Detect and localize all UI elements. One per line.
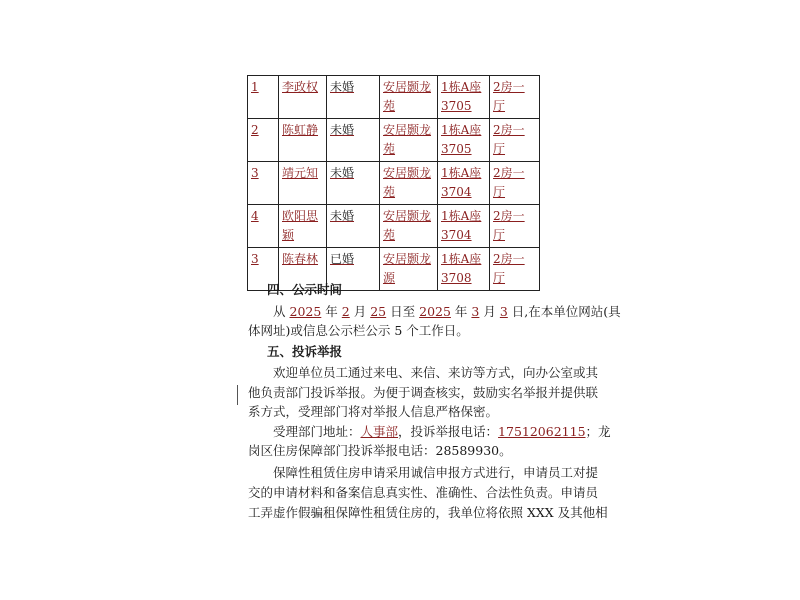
complaint-para-line3: 系方式，受理部门将对举报人信息严格保密。 (248, 404, 499, 419)
row-number: 2 (251, 123, 259, 137)
unit-type: 2房一厅 (493, 80, 525, 113)
row-number: 1 (251, 80, 259, 94)
community-name: 安居颢龙 (383, 252, 432, 266)
table-row (248, 76, 540, 119)
community-name-cont: 苑 (383, 142, 396, 156)
marital-status: 已婚 (330, 252, 355, 266)
complaint-phone: 17512062115 (498, 424, 586, 439)
table-row (248, 119, 540, 162)
building-unit: 1栋A座 (441, 123, 482, 137)
start-month: 2 (341, 304, 350, 319)
text-from: 从 (273, 304, 286, 319)
integrity-para-line1: 保障性租赁住房申请采用诚信申报方式进行，申请员工对提 (273, 465, 599, 480)
applicant-name-cont: 颖 (282, 228, 295, 242)
text-month: 月 (353, 304, 367, 319)
marital-status: 未婚 (330, 123, 355, 137)
building-unit: 1栋A座 (441, 166, 482, 180)
allocation-table (247, 75, 540, 291)
community-name: 安居颢龙 (383, 123, 432, 137)
end-month: 3 (471, 304, 480, 319)
complaint-para-line2: 他负责部门投诉举报。为便于调查核实，鼓励实名举报并提供联 (248, 385, 599, 400)
applicant-name: 陈虹静 (282, 123, 319, 137)
marital-status: 未婚 (330, 209, 355, 223)
applicant-name: 靖元知 (282, 166, 319, 180)
row-number: 4 (251, 209, 259, 223)
text-website: 日,在本单位网站(具 (511, 304, 621, 319)
section4-line2: 体网址)或信息公示栏公示 5 个工作日。 (248, 323, 469, 338)
room-number: 3705 (441, 99, 472, 113)
unit-type: 2房一厅 (493, 166, 525, 199)
text-month: 月 (483, 304, 496, 319)
phone-label: ，投诉举报电话： (398, 424, 499, 439)
room-number: 3704 (441, 228, 472, 242)
text-day-to: 日至 (390, 304, 416, 319)
section5-heading: 五、投诉举报 (267, 344, 343, 359)
end-day: 3 (499, 304, 508, 319)
text-year: 年 (454, 304, 468, 319)
section4-heading: 四、公示时间 (267, 282, 343, 297)
section4-line1 (273, 302, 621, 320)
room-number: 3708 (441, 271, 472, 285)
community-name: 安居颢龙 (383, 166, 432, 180)
end-year: 2025 (419, 304, 451, 319)
community-name-cont: 苑 (383, 99, 396, 113)
room-number: 3704 (441, 185, 472, 199)
text-suffix: ；龙 (585, 424, 611, 439)
applicant-name: 欧阳思 (282, 209, 319, 223)
community-name-cont: 苑 (383, 228, 396, 242)
room-number: 3705 (441, 142, 472, 156)
community-name: 安居颢龙 (383, 80, 432, 94)
dept-line2: 岗区住房保障部门投诉举报电话：28589930。 (248, 443, 512, 458)
building-unit: 1栋A座 (441, 252, 482, 266)
applicant-name: 李政权 (282, 80, 319, 94)
unit-type: 2房一厅 (493, 123, 525, 156)
community-name: 安居颢龙 (383, 209, 432, 223)
integrity-para-line2: 交的申请材料和备案信息真实性、准确性、合法性负责。申请员 (248, 485, 599, 500)
unit-type: 2房一厅 (493, 252, 525, 285)
marital-status: 未婚 (330, 80, 355, 94)
row-number: 3 (251, 166, 259, 180)
start-day: 25 (370, 304, 387, 319)
table-row (248, 162, 540, 205)
table-row (248, 205, 540, 248)
edit-cursor-mark (237, 385, 238, 405)
complaint-para-line1: 欢迎单位员工通过来电、来信、来访等方式，向办公室或其 (273, 365, 599, 380)
start-year: 2025 (289, 304, 322, 319)
marital-status: 未婚 (330, 166, 355, 180)
dept-line1 (273, 422, 611, 440)
text-year: 年 (325, 304, 338, 319)
integrity-para-line3: 工弄虚作假骗租保障性租赁住房的，我单位将依照 XXX 及其他相 (248, 505, 608, 520)
community-name-cont: 苑 (383, 185, 396, 199)
dept-label: 受理部门地址： (273, 424, 361, 439)
community-name-cont: 源 (383, 271, 396, 285)
dept-name: 人事部 (360, 424, 399, 439)
unit-type: 2房一厅 (493, 209, 525, 242)
building-unit: 1栋A座 (441, 209, 482, 223)
applicant-name: 陈春林 (282, 252, 319, 266)
building-unit: 1栋A座 (441, 80, 482, 94)
row-number: 3 (251, 252, 259, 266)
